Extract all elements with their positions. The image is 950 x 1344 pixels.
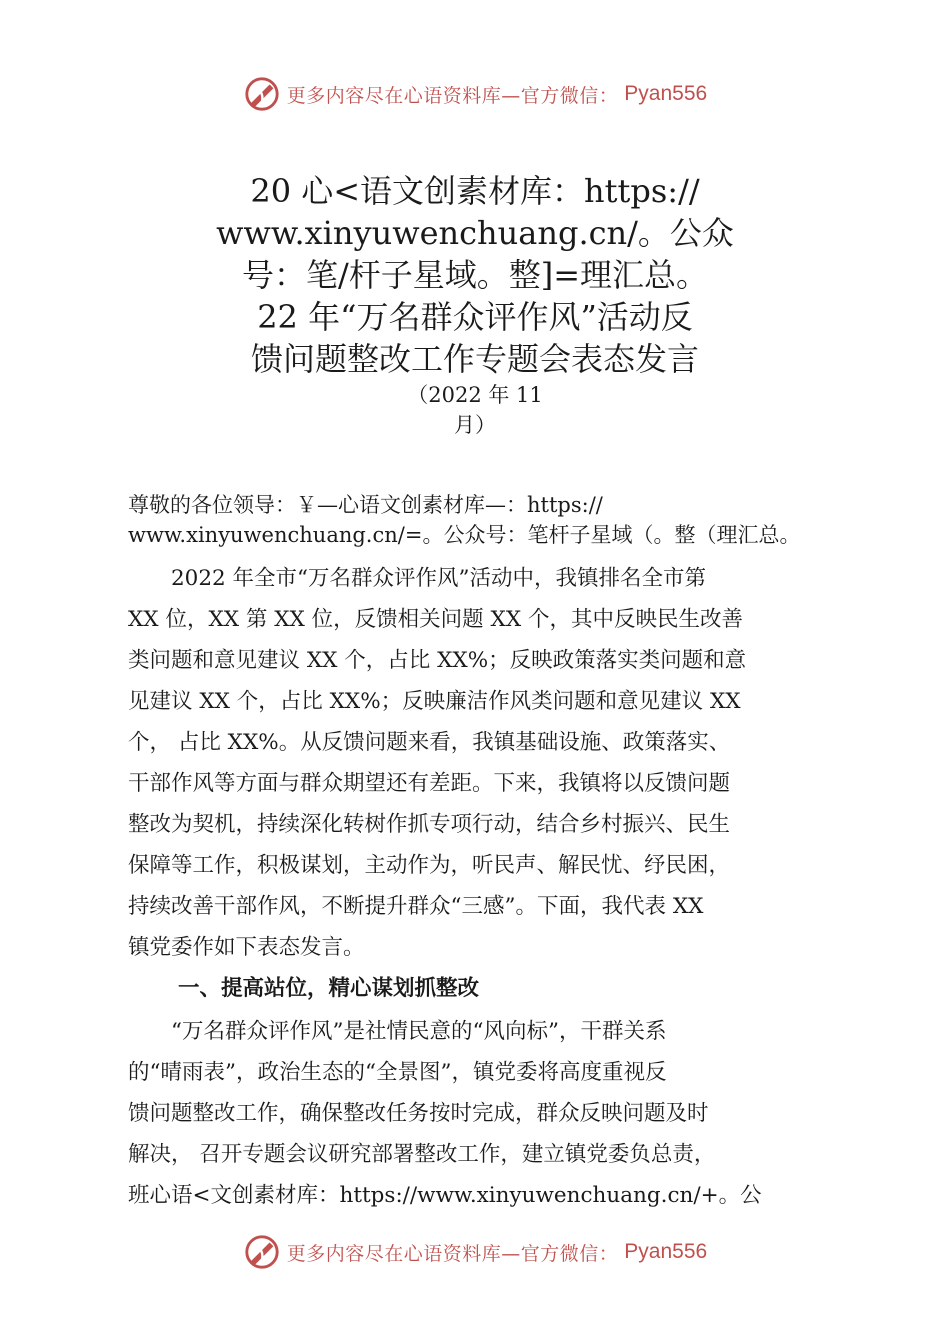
title-line: 号：笔/杆子星域。整]=理汇总。 xyxy=(241,256,709,294)
text-line: 镇党委作如下表态发言。 xyxy=(128,935,365,960)
salutation-line: www.xinyuwenchuang.cn/=。公众号：笔杆子星域（。整（理汇总。 xyxy=(128,523,801,547)
text-line: 保障等工作，积极谋划，主动作为，听民声、解民忧、纾民困， xyxy=(128,853,731,878)
watermark-banner-top xyxy=(0,72,950,116)
text-line: 干部作风等方面与群众期望还有差距。下来，我镇将以反馈问题 xyxy=(128,771,731,796)
section-heading-1: 一、提高站位，精心谋划抓整改 xyxy=(178,976,480,1001)
title-line: 馈问题整改工作专题会表态发言 xyxy=(250,340,699,378)
text-line: 2022 年全市“万名群众评作风”活动中，我镇排名全市第 xyxy=(128,566,707,591)
watermark-wechat-id: Pyan556 xyxy=(624,1240,708,1263)
text-line: 见建议 XX 个，占比 XX%；反映廉洁作风类问题和意见建议 XX xyxy=(128,689,741,714)
watermark-text: 更多内容尽在心语资料库—官方微信： xyxy=(286,84,619,107)
watermark-wechat-id: Pyan556 xyxy=(624,82,708,105)
text-line: 整改为契机，持续深化转树作抓专项行动，结合乡村振兴、民生 xyxy=(128,812,731,837)
document-date xyxy=(350,380,600,440)
title-line: www.xinyuwenchuang.cn/。公众 xyxy=(216,214,734,252)
text-line: 班心语<文创素材库：https://www.xinyuwenchuang.cn/+。公 xyxy=(128,1183,762,1208)
date-line: 月） xyxy=(454,413,496,437)
paragraph-intro xyxy=(128,558,868,968)
title-line: 20 心<语文创素材库：https:// xyxy=(250,172,700,210)
document-title xyxy=(150,170,800,380)
watermark-banner-bottom xyxy=(0,1230,950,1274)
text-line: 的“晴雨表”，政治生态的“全景图”，镇党委将高度重视反 xyxy=(128,1060,667,1085)
text-line: 持续改善干部作风，不断提升群众“三感”。下面，我代表 XX xyxy=(128,894,704,919)
salutation xyxy=(128,490,868,550)
watermark-logo-icon xyxy=(243,1233,281,1271)
paragraph-section-1 xyxy=(128,1011,868,1216)
watermark-text: 更多内容尽在心语资料库—官方微信： xyxy=(286,1242,619,1265)
text-line: “万名群众评作风”是社情民意的“风向标”，干群关系 xyxy=(128,1019,667,1044)
date-line: （2022 年 11 xyxy=(407,383,543,407)
text-line: 类问题和意见建议 XX 个，占比 XX%；反映政策落实类问题和意 xyxy=(128,648,747,673)
watermark-logo-icon xyxy=(243,75,281,113)
title-line: 22 年“万名群众评作风”活动反 xyxy=(257,298,693,336)
salutation-line: 尊敬的各位领导：￥—心语文创素材库—：https:// xyxy=(128,493,603,517)
text-line: 个， 占比 XX%。从反馈问题来看，我镇基础设施、政策落实、 xyxy=(128,730,731,755)
text-line: 解决， 召开专题会议研究部署整改工作，建立镇党委负总责， xyxy=(128,1142,716,1167)
text-line: 馈问题整改工作，确保整改任务按时完成，群众反映问题及时 xyxy=(128,1101,709,1126)
text-line: XX 位，XX 第 XX 位，反馈相关问题 XX 个，其中反映民生改善 xyxy=(128,607,743,632)
